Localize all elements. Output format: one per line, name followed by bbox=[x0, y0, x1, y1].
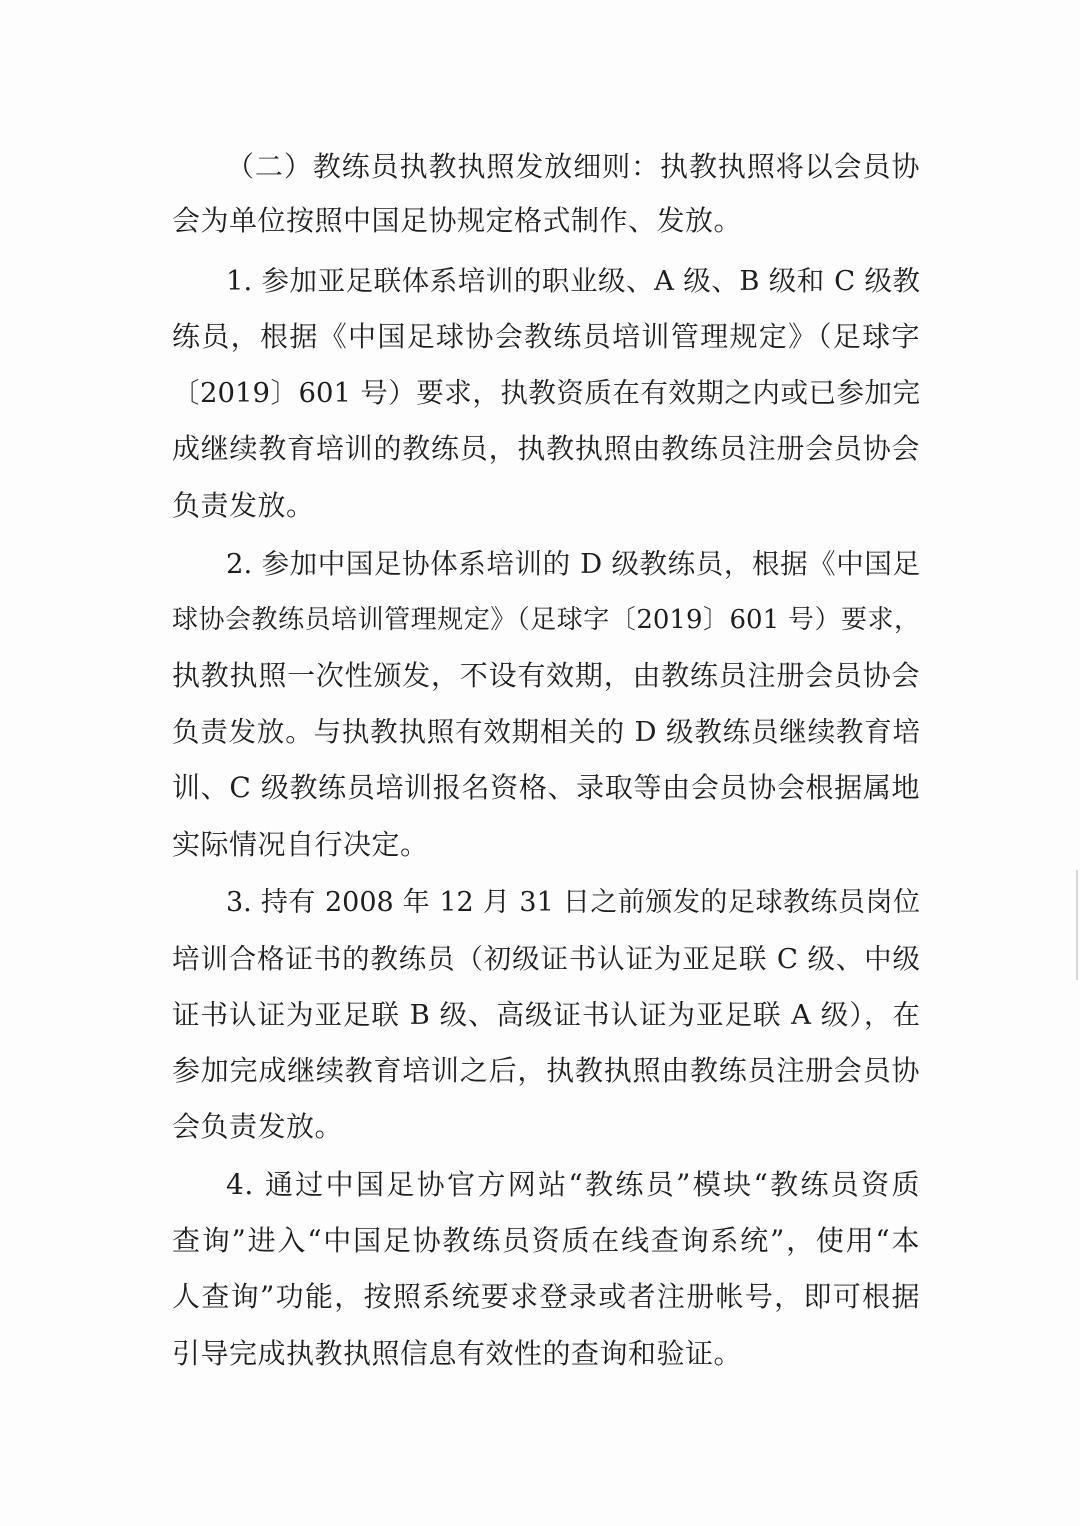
paragraph-1-line-2: 会为单位按照中国足协规定格式制作、发放。 bbox=[172, 204, 743, 237]
paragraph-3-line-1: 2. 参加中国足协体系培训的 D 级教练员，根据《中国足 bbox=[226, 548, 920, 580]
paragraph-2-line-2: 练员，根据《中国足球协会教练员培训管理规定》（足球字 bbox=[172, 320, 920, 353]
paragraph-5-line-2: 查询”进入“中国足协教练员资质在线查询系统”，使用“本 bbox=[172, 1224, 920, 1257]
paragraph-4-line-2: 培训合格证书的教练员（初级证书认证为亚足联 C 级、中级 bbox=[172, 943, 920, 975]
paragraph-2-line-3: 〔2019〕601 号）要求，执教资质在有效期之内或已参加完 bbox=[172, 377, 920, 409]
paragraph-4-line-4: 参加完成继续教育培训之后，执教执照由教练员注册会员协 bbox=[172, 1054, 920, 1087]
paragraph-2-line-5: 负责发放。 bbox=[172, 489, 315, 522]
paragraph-2-line-4: 成继续教育培训的教练员，执教执照由教练员注册会员协会 bbox=[172, 432, 920, 465]
paragraph-5-line-1: 4. 通过中国足协官方网站“教练员”模块“教练员资质 bbox=[226, 1168, 920, 1201]
paragraph-3-line-4: 负责发放。与执教执照有效期相关的 D 级教练员继续教育培 bbox=[172, 716, 920, 748]
paragraph-4-line-1: 3. 持有 2008 年 12 月 31 日之前颁发的足球教练员岗位 bbox=[226, 887, 920, 918]
paragraph-2-line-1: 1. 参加亚足联体系培训的职业级、A 级、B 级和 C 级教 bbox=[226, 265, 920, 297]
paragraph-3-line-3: 执教执照一次性颁发，不设有效期，由教练员注册会员协会 bbox=[172, 659, 920, 692]
paragraph-3-line-5: 训、C 级教练员培训报名资格、录取等由会员协会根据属地 bbox=[172, 771, 920, 804]
paragraph-1-line-1: （二）教练员执教执照发放细则：执教执照将以会员协 bbox=[226, 150, 920, 183]
paragraph-4-line-5: 会负责发放。 bbox=[172, 1110, 344, 1143]
paragraph-5-line-4: 引导完成执教执照信息有效性的查询和验证。 bbox=[172, 1337, 743, 1370]
paragraph-5-line-3: 人查询”功能，按照系统要求登录或者注册帐号，即可根据 bbox=[172, 1280, 920, 1313]
paragraph-4-line-3: 证书认证为亚足联 B 级、高级证书认证为亚足联 A 级），在 bbox=[172, 999, 920, 1031]
paragraph-3-line-2: 球协会教练员培训管理规定》（足球字〔2019〕601 号）要求， bbox=[172, 605, 920, 635]
scan-mark bbox=[1076, 870, 1078, 980]
paragraph-3-line-6: 实际情况自行决定。 bbox=[172, 828, 429, 861]
